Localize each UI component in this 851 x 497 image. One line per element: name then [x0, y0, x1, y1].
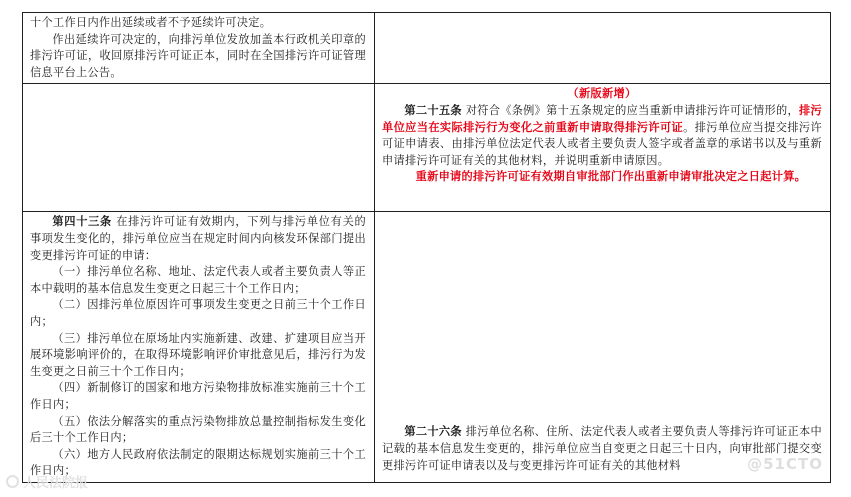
- article-25-text-a: 对符合《条例》第十五条规定的应当重新申请排污许可证情形的，: [461, 103, 799, 117]
- table-row-1: [23, 13, 831, 84]
- article-43-head: 第四十三条: [52, 215, 112, 229]
- old-version-cell-1: [23, 13, 375, 84]
- watermark-right: @51CTO: [747, 455, 823, 473]
- article-25-text-red: 排污单位应当在实际排污行为变化之前重新申请取得排污许可证: [382, 103, 822, 134]
- old-text-line-1: 十个工作日内作出延续或者不予延续许可决定。: [30, 16, 272, 29]
- list-item: （二）因排污单位原因许可事项发生变更之日前三十个工作日内；: [30, 298, 366, 328]
- article-25-para-1: [382, 103, 822, 169]
- article-26-head: 第二十六条: [404, 425, 462, 439]
- article-25-para-2: 重新申请的排污许可证有效期自审批部门作出重新申请审批决定之日起计算。: [415, 170, 807, 184]
- watermark-left: [6, 472, 88, 491]
- old-text-para-2: 作出延续许可决定的，向排污单位发放加盖本行政机关印章的排污许可证，收回原排污许可证正本，同时在全国排污许可证管理信息平台上公告。: [30, 32, 366, 79]
- article-26-text: 排污单位名称、住所、法定代表人或者主要负责人等排污许可证正本中记载的基本信息发生变更的，排污单位应当自变更之日起三十日内，向审批部门提交变更排污许可证申请表以及与变更排污许可证有关的其他材料: [382, 425, 822, 472]
- list-item: （六）地方人民政府依法制定的限期达标规划实施前三十个工作日内；: [30, 447, 366, 478]
- table-row-2: [23, 84, 831, 212]
- watermark-logo-icon: [6, 475, 19, 488]
- watermark-left-text: 人民法院报: [23, 476, 89, 491]
- list-item: （五）依法分解落实的重点污染物排放总量控制指标发生变化后三十个工作日内；: [30, 414, 366, 445]
- table-row-3: [23, 212, 831, 483]
- new-version-cell-3: [375, 212, 831, 483]
- old-version-cell-3: [23, 212, 375, 483]
- list-item: （四）新制修订的国家和地方污染物排放标准实施前三十个工作日内；: [30, 381, 366, 411]
- article-25-head: 第二十五条: [404, 103, 462, 117]
- article-25-text-b: 。排污单位应当提交排污许可证申请表、由排污单位法定代表人或者主要负责人签字或者盖章的承诺书以及与重新申请排污许可证有关的其他材料，并说明重新申请原因。: [382, 120, 822, 167]
- article-43-intro-text: 在排污许可证有效期内，下列与排污单位有关的事项发生变化的，排污单位应当在规定时间内向核发环保部门提出变更排污许可证的申请：: [30, 215, 366, 262]
- list-item: （一）排污单位名称、地址、法定代表人或者主要负责人等正本中载明的基本信息发生变更之日起三十个工作日内；: [30, 265, 366, 295]
- new-article-tag: （新版新增）: [567, 87, 637, 101]
- list-item: （三）排污单位在原场址内实施新建、改建、扩建项目应当开展环境影响评价的，在取得环境影响评价审批意见后，排污行为发生变更之日前三十个工作日内；: [30, 331, 366, 378]
- cell-spacer: [382, 214, 822, 424]
- new-version-cell-2: [375, 84, 831, 212]
- comparison-table: [22, 12, 831, 483]
- new-version-cell-1: [375, 13, 831, 84]
- article-43-intro: [30, 214, 366, 264]
- old-version-cell-2: [23, 84, 375, 212]
